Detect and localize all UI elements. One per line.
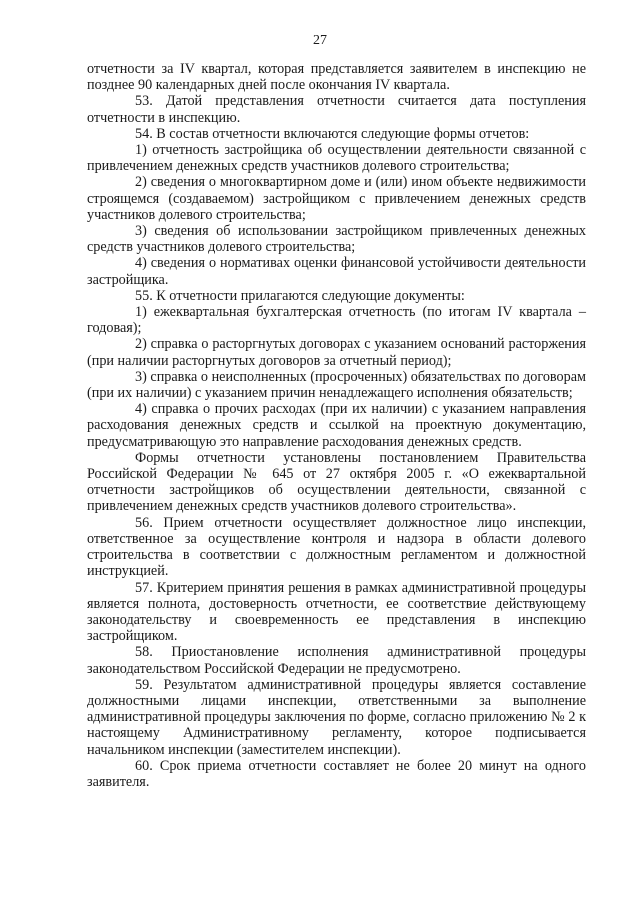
paragraph-57: 57. Критерием принятия решения в рамках административной процедуры является полнота, достоверность отчетности, ее соответствие действующему законодательству и своевременность ее представления в инспекцию застройщиком. [87,579,586,645]
document-body [87,61,586,790]
paragraph-forms: Формы отчетности установлены постановлением Правительства Российской Федерации № 645 от 27 октября 2005 г. «О ежеквартальной отчетности застройщиков об осуществлении деятельности, связанной с привлечением денежных средств участников долевого строительства». [87,449,586,515]
paragraph-53: 53. Датой представления отчетности считается дата поступления отчетности в инспекцию. [87,93,586,126]
list-item-54-2: 2) сведения о многоквартирном доме и (или) ином объекте недвижимости строящемся (создаваемом) застройщиком с привлечением денежных средств участников долевого строительства; [87,174,586,223]
list-item-55-4: 4) справка о прочих расходах (при их наличии) с указанием направления расходования денежных средств и ссылкой на проектную документацию, предусматривающую это направление расходования денежных средств. [87,401,586,450]
paragraph-continuation: отчетности за IV квартал, которая представляется заявителем в инспекцию не позднее 90 календарных дней после окончания IV квартала. [87,61,586,94]
list-item-54-4: 4) сведения о нормативах оценки финансовой устойчивости деятельности застройщика. [87,255,586,288]
list-item-55-1: 1) ежеквартальная бухгалтерская отчетность (по итогам IV квартала – годовая); [87,304,586,337]
page-number: 27 [313,33,327,48]
list-item-55-3: 3) справка о неисполненных (просроченных) обязательствах по договорам (при их наличии) с указанием причин ненадлежащего исполнения обязательств; [87,368,586,402]
list-item-54-1: 1) отчетность застройщика об осуществлении деятельности связанной с привлечением денежных средств участников долевого строительства; [87,142,586,175]
paragraph-55: 55. К отчетности прилагаются следующие документы: [135,287,465,304]
list-item-55-2: 2) справка о расторгнутых договорах с указанием оснований расторжения (при наличии расторгнутых договоров за отчетный период); [87,336,586,369]
paragraph-59: 59. Результатом административной процедуры является составление должностными лицами инспекции, ответственными за выполнение административной процедуры заключения по форме, согласно приложению № 2 к настоящему Административному регламенту, которое подписывается начальником инспекции (заместителем инспекции). [87,676,586,758]
list-item-54-3: 3) сведения об использовании застройщиком привлеченных денежных средств участников долевого строительства; [87,223,586,256]
paragraph-54: 54. В состав отчетности включаются следующие формы отчетов: [135,125,530,142]
paragraph-60: 60. Срок приема отчетности составляет не более 20 минут на одного заявителя. [87,757,586,790]
paragraph-58: 58. Приостановление исполнения административной процедуры законодательством Российской Федерации не предусмотрено. [87,644,586,677]
paragraph-56: 56. Прием отчетности осуществляет должностное лицо инспекции, ответственное за осуществление контроля и надзора в области долевого строительства в соответствии с должностным регламентом и должностной инструкцией. [87,514,586,580]
